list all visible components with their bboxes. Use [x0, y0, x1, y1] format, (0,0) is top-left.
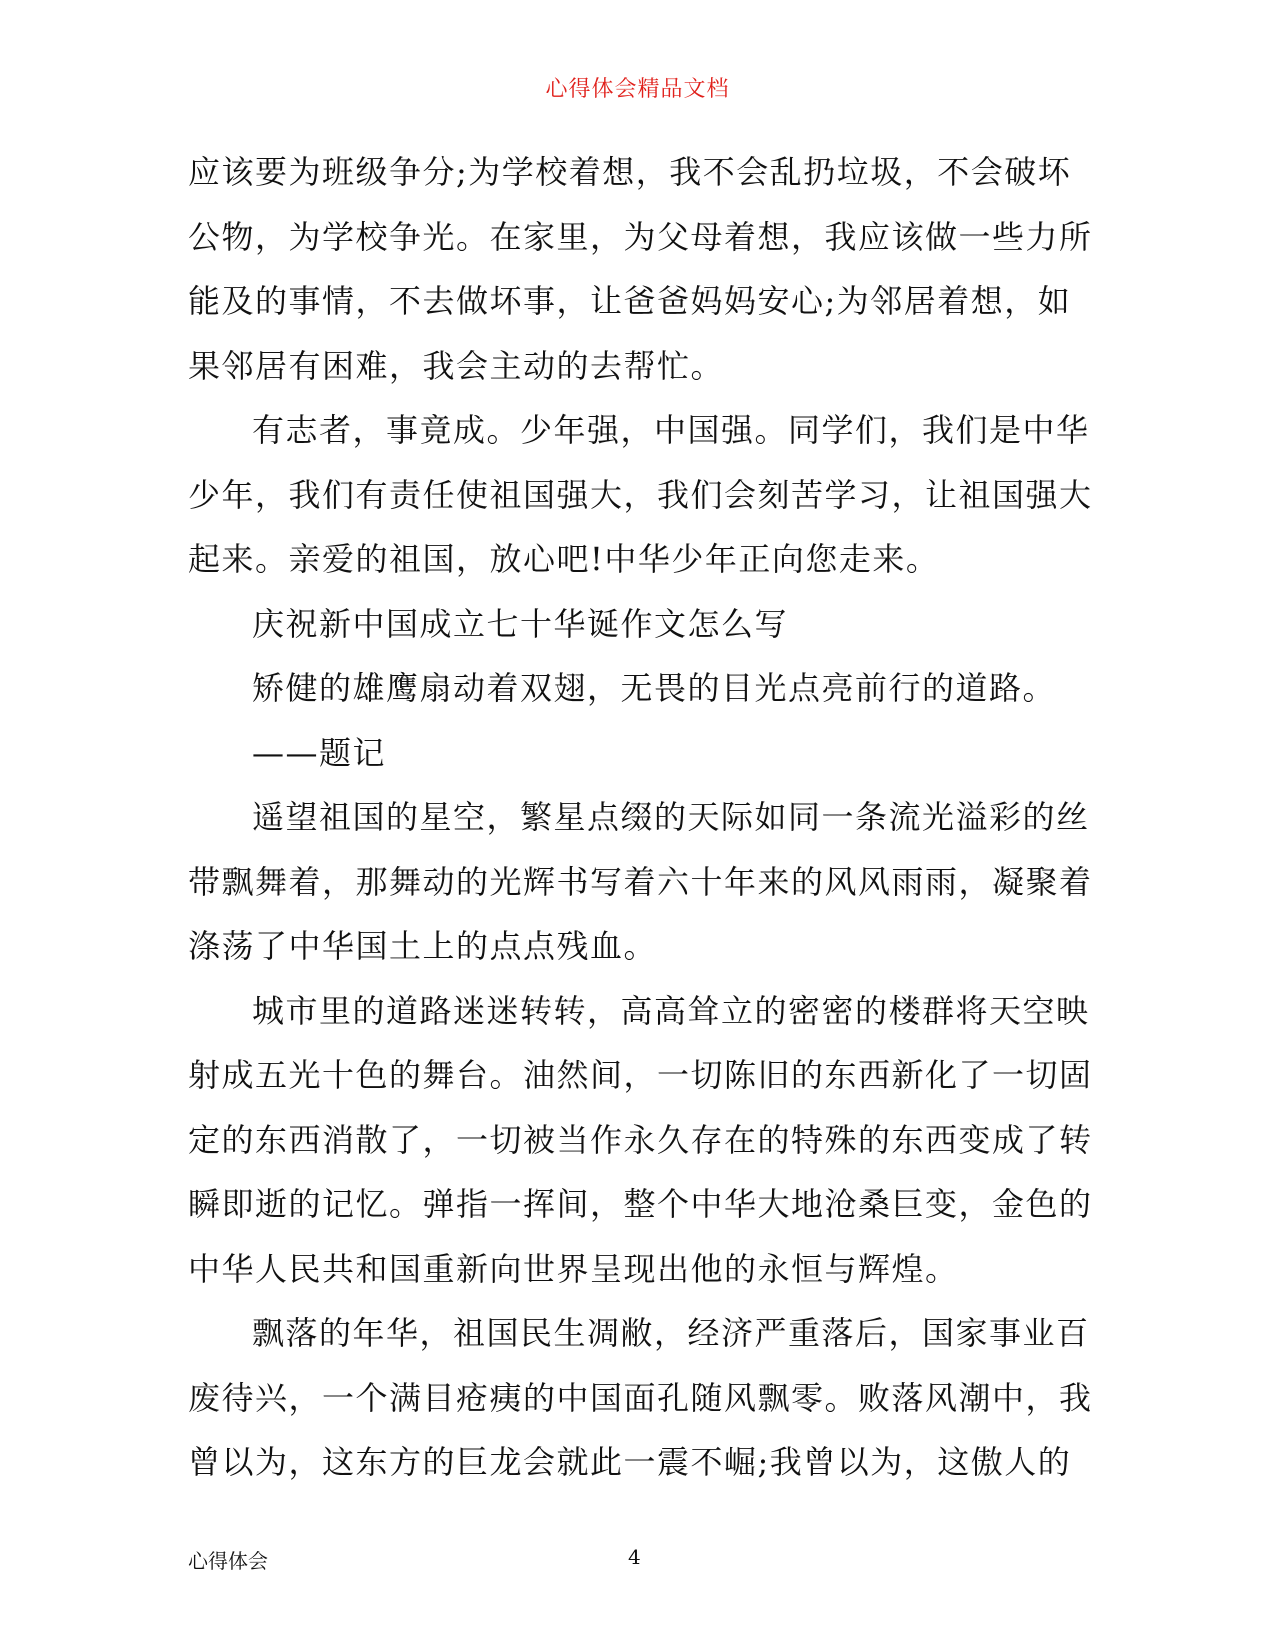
footer-label: 心得体会 — [188, 1549, 268, 1573]
page-number: 4 — [628, 1545, 641, 1569]
text-line: 起来。亲爱的祖国，放心吧!中华少年正向您走来。 — [188, 540, 940, 578]
text-line: 瞬即逝的记忆。弹指一挥间，整个中华大地沧桑巨变，金色的 — [188, 1185, 1093, 1223]
text-line: 中华人民共和国重新向世界呈现出他的永恒与辉煌。 — [188, 1249, 959, 1288]
text-line: 果邻居有困难，我会主动的去帮忙。 — [188, 346, 725, 385]
text-line: 遥望祖国的星空，繁星点缀的天际如同一条流光溢彩的丝 — [252, 798, 1090, 836]
text-line: 应该要为班级争分;为学校着想，我不会乱扔垃圾，不会破坏 — [188, 153, 1072, 191]
document-body — [188, 140, 1093, 1495]
epigraph-line: 矫健的雄鹰扇动着双翅，无畏的目光点亮前行的道路。 — [252, 669, 1057, 707]
text-line: 城市里的道路迷迷转转，高高耸立的密密的楼群将天空映 — [252, 991, 1090, 1030]
epigraph-attribution: ——题记 — [252, 733, 387, 772]
essay-title: 庆祝新中国成立七十华诞作文怎么写 — [252, 604, 789, 643]
text-line: 有志者，事竟成。少年强，中国强。同学们，我们是中华 — [252, 411, 1090, 449]
text-line: 废待兴，一个满目疮痍的中国面孔随风飘零。败落风潮中，我 — [188, 1378, 1093, 1417]
text-line: 射成五光十色的舞台。油然间，一切陈旧的东西新化了一切固 — [188, 1056, 1093, 1094]
text-line: 曾以为，这东方的巨龙会就此一震不崛;我曾以为，这傲人的 — [188, 1443, 1072, 1481]
text-line: 能及的事情，不去做坏事，让爸爸妈妈安心;为邻居着想，如 — [188, 282, 1072, 320]
text-line: 涤荡了中华国土上的点点残血。 — [188, 927, 658, 965]
text-line: 定的东西消散了，一切被当作永久存在的特殊的东西变成了转 — [188, 1120, 1093, 1159]
text-line: 飘落的年华，祖国民生凋敝，经济严重落后，国家事业百 — [252, 1314, 1090, 1352]
text-line: 公物，为学校争光。在家里，为父母着想，我应该做一些力所 — [188, 217, 1093, 256]
text-line: 少年，我们有责任使祖国强大，我们会刻苦学习，让祖国强大 — [188, 475, 1093, 514]
document-header-title: 心得体会精品文档 — [545, 77, 730, 102]
text-line: 带飘舞着，那舞动的光辉书写着六十年来的风风雨雨，凝聚着 — [188, 862, 1093, 901]
